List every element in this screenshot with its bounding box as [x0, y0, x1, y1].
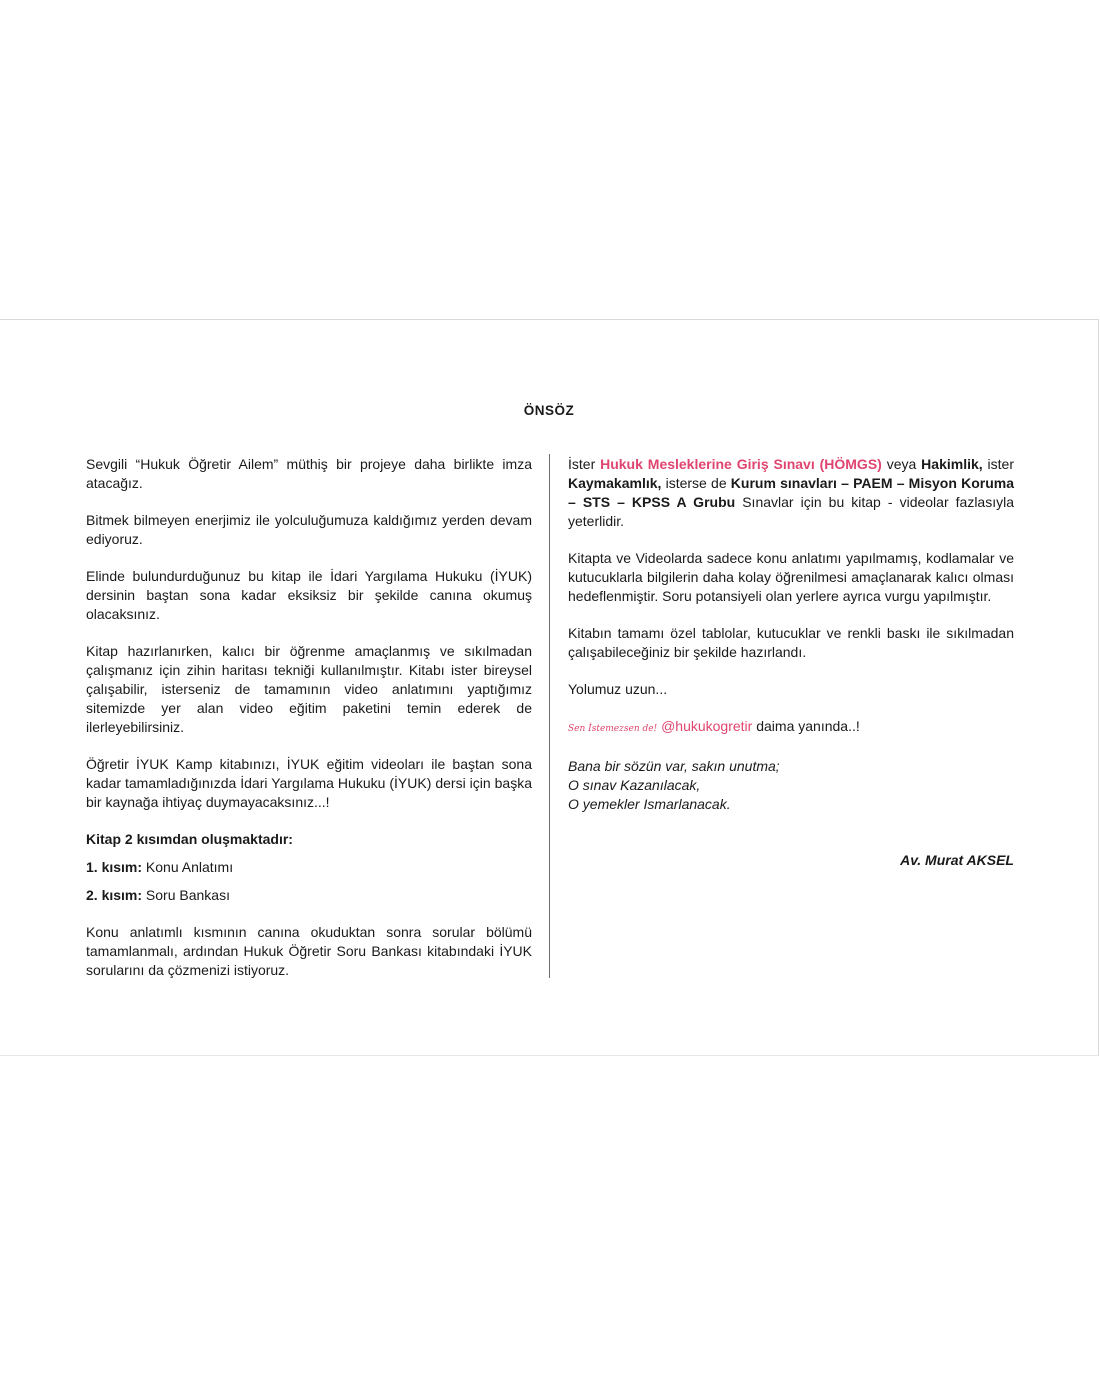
left-column	[86, 455, 532, 998]
paragraph: Kitapta ve Videolarda sadece konu anlatımı yapılmamış, kodlamalar ve kutucuklarla bilgilerin daha kolay öğrenilmesi amaçlanarak kalıcı olması hedeflenmiştir. Soru potansiyeli olan yerlere ayrıca vurgu yapılmıştır.	[568, 550, 1014, 604]
part-text: Soru Bankası	[145, 887, 230, 903]
paragraph: Bitmek bilmeyen enerjimiz ile yolculuğumuza kaldığımız yerden devam ediyoruz.	[86, 512, 532, 547]
paragraph: Konu anlatımlı kısmının canına okuduktan sonra sorular bölümü tamamlanmalı, ardından Hukuk Öğretir Soru Bankası kitabındaki İYUK sorularını da çözmenizi istiyoruz.	[86, 924, 532, 978]
part-item	[86, 858, 532, 877]
poem	[568, 757, 1014, 814]
text-run: Sınavlar için bu kitap - videolar fazlasıyla yeterlidir.	[568, 494, 1015, 529]
paragraph	[568, 455, 1014, 531]
signature: Av. Murat AKSEL	[900, 852, 1014, 868]
part-text: Konu Anlatımı	[145, 859, 234, 875]
social-handle: @hukukogretir	[661, 718, 753, 734]
parts-heading: Kitap 2 kısımdan oluşmaktadır:	[86, 831, 293, 847]
part-label: 1. kısım:	[86, 859, 143, 875]
part-item	[86, 886, 532, 905]
paragraph: Kitabın tamamı özel tablolar, kutucuklar ve renkli baskı ile sıkılmadan çalışabileceğiniz bir şekilde hazırlandı.	[568, 625, 1014, 660]
page-title: ÖNSÖZ	[523, 403, 575, 418]
text-run: isterse de	[661, 475, 731, 491]
paragraph: Sevgili “Hukuk Öğretir Ailem” müthiş bir projeye daha birlikte imza atacağız.	[86, 456, 532, 491]
text-run: ister	[982, 456, 1014, 472]
paragraph: Öğretir İYUK Kamp kitabınızı, İYUK eğitim videoları ile baştan sona kadar tamamladığınızda İdari Yargılama Hukuku (İYUK) dersi için başka bir kaynağa ihtiyaç duymayacaksınız...!	[86, 756, 532, 810]
paragraph: Yolumuz uzun...	[568, 681, 668, 697]
preface-page	[0, 319, 1099, 1056]
paragraph: Kitap hazırlanırken, kalıcı bir öğrenme amaçlanmış ve sıkılmadan çalışmanız için zihin haritası tekniği kullanılmıştır. Kitabı ister bireysel çalışabilir, isterseniz de tamamının video anlatımını yaptığımız sitemizde yer alan video eğitim paketini temin ederek de ilerleyebilirsiniz.	[86, 643, 532, 735]
poem-line: O sınav Kazanılacak,	[568, 777, 701, 793]
script-text: Sen İstemezsen de!	[568, 724, 658, 734]
bold-run: Hakimlik,	[921, 456, 983, 472]
paragraph	[568, 717, 1014, 739]
column-divider	[549, 454, 550, 978]
paragraph: Elinde bulundurduğunuz bu kitap ile İdari Yargılama Hukuku (İYUK) dersinin baştan sona kadar eksiksiz bir şekilde canına okumuş olacaksınız.	[86, 568, 532, 622]
poem-line: Bana bir sözün var, sakın unutma;	[568, 758, 780, 774]
right-column	[568, 455, 1014, 888]
bold-run: Kurum sınavları – PAEM – Misyon Koruma – STS – KPSS A Grubu	[568, 475, 1014, 510]
part-label: 2. kısım:	[86, 887, 143, 903]
poem-line: O yemekler Ismarlanacak.	[568, 796, 731, 812]
bold-run: Kaymakamlık,	[568, 475, 662, 491]
exam-name-highlight: Hukuk Mesleklerine Giriş Sınavı (HÖMGS)	[600, 456, 882, 472]
text-run: İster	[568, 456, 601, 472]
text-run: veya	[881, 456, 922, 472]
text-run: daima yanında..!	[752, 718, 860, 734]
